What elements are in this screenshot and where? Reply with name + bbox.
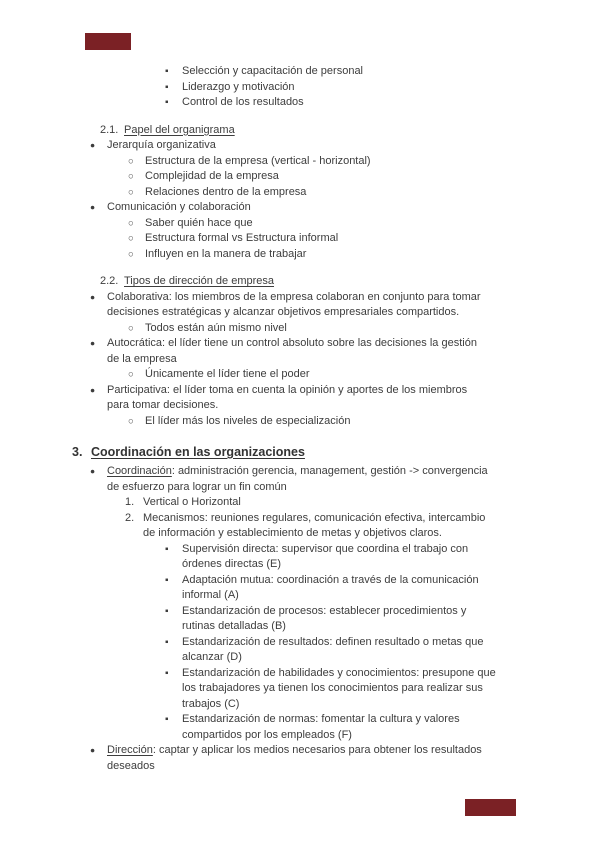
section-title: Tipos de dirección de empresa	[124, 275, 275, 287]
document-content	[0, 64, 600, 774]
bullet-square-icon: ▪	[165, 667, 169, 679]
list-item-text: Autocrática: el líder tiene un control absoluto sobre las decisiones la gestión de la empresa	[107, 337, 477, 365]
list-item-text: Estandarización de normas: fomentar la cultura y valores compartidos por los empleados (F)	[182, 713, 460, 741]
list-item	[165, 542, 600, 573]
list-item	[128, 154, 600, 170]
list-item-text: Jerarquía organizativa	[107, 139, 216, 151]
watermark-block-top	[85, 33, 131, 50]
list-item-text: Mecanismos: reuniones regulares, comunicación efectiva, intercambio de información y establecimiento de metas y objetivos claros.	[143, 511, 486, 539]
list-item	[90, 138, 600, 154]
list-item-text: El líder más los niveles de especialización	[145, 414, 351, 427]
term-direccion: Dirección	[107, 744, 153, 756]
list-item-text: Control de los resultados	[182, 96, 304, 108]
bullet-square-icon: ▪	[165, 543, 169, 555]
bullet-square-icon: ▪	[165, 574, 169, 586]
list-item	[90, 290, 600, 321]
list-item	[128, 321, 600, 337]
bullet-circle-icon: ○	[128, 217, 134, 229]
list-item-text: Participativa: el líder toma en cuenta la opinión y aportes de los miembros para tomar decisiones.	[107, 383, 468, 411]
list-item-text: Saber quién hace que	[145, 216, 253, 229]
list-item	[128, 216, 600, 232]
section-number: 2.2.	[100, 275, 119, 287]
list-item-text: Selección y capacitación de personal	[182, 65, 364, 77]
bullet-disc-icon: ●	[90, 338, 96, 348]
list-number: 1.	[125, 496, 135, 508]
bullet-disc-icon: ●	[90, 745, 96, 755]
list-item-text: Estructura formal vs Estructura informal	[145, 232, 339, 244]
list-item	[128, 169, 600, 185]
section-number: 2.1.	[100, 123, 119, 136]
list-item	[128, 247, 600, 263]
bullet-disc-icon: ●	[90, 466, 96, 476]
list-item-text: Estandarización de procesos: establecer procedimientos y rutinas detalladas (B)	[182, 604, 467, 632]
section-title: Papel del organigrama	[124, 123, 235, 136]
list-item-text: Únicamente el líder tiene el poder	[145, 368, 310, 380]
bullet-square-icon: ▪	[165, 81, 169, 93]
section-heading-2-1	[100, 123, 600, 139]
list-item	[165, 95, 600, 111]
list-item-text: Colaborativa: los miembros de la empresa colaboran en conjunto para tomar decisiones estratégicas y alcanzar objetivos empresariales compartidos.	[107, 290, 481, 318]
bullet-square-icon: ▪	[165, 97, 169, 108]
bullet-disc-icon: ●	[90, 140, 96, 150]
section-number: 3.	[72, 445, 83, 459]
bullet-disc-icon: ●	[90, 384, 96, 395]
list-item-text: Vertical o Horizontal	[143, 496, 241, 508]
list-item-text: Estandarización de resultados: definen resultado o metas que alcanzar (D)	[182, 635, 484, 663]
list-item	[90, 336, 600, 367]
bullet-circle-icon: ○	[128, 186, 134, 198]
list-item-text: Todos están aún mismo nivel	[145, 321, 287, 334]
list-item-text	[107, 464, 489, 495]
list-item	[90, 743, 600, 774]
list-item	[165, 712, 600, 743]
list-item-text: Supervisión directa: supervisor que coordina el trabajo con órdenes directas (E)	[182, 542, 469, 570]
section-heading-2-2	[100, 274, 600, 290]
bullet-square-icon: ▪	[165, 636, 169, 648]
list-item	[128, 367, 600, 383]
list-item	[165, 666, 600, 713]
watermark-block-bottom	[465, 799, 516, 816]
list-item	[125, 495, 600, 511]
list-item-text: Relaciones dentro de la empresa	[145, 185, 307, 198]
term-definition: : administración gerencia, management, gestión -> convergencia de esfuerzo para lograr un fin común	[107, 465, 488, 493]
bullet-square-icon: ▪	[165, 66, 169, 77]
list-item	[125, 511, 600, 542]
bullet-disc-icon: ●	[90, 291, 96, 302]
bullet-disc-icon: ●	[90, 202, 96, 212]
bullet-circle-icon: ○	[128, 322, 134, 334]
list-item-text: Adaptación mutua: coordinación a través de la comunicación informal (A)	[182, 573, 479, 601]
bullet-circle-icon: ○	[128, 233, 134, 244]
list-number: 2.	[125, 511, 135, 524]
list-item	[90, 383, 600, 414]
bullet-circle-icon: ○	[128, 171, 134, 182]
list-item	[128, 414, 600, 430]
list-item-text: Comunicación y colaboración	[107, 201, 251, 213]
list-item-text	[107, 743, 489, 774]
list-item-text: Estandarización de habilidades y conocimientos: presupone que los trabajadores ya tienen los conocimientos para realizar sus trabajos (C)	[182, 666, 496, 710]
list-item-text: Liderazgo y motivación	[182, 80, 295, 93]
list-item	[165, 604, 600, 635]
bullet-square-icon: ▪	[165, 605, 169, 617]
list-item-text: Influyen en la manera de trabajar	[145, 247, 307, 260]
bullet-circle-icon: ○	[128, 155, 134, 167]
list-item-text: Complejidad de la empresa	[145, 170, 279, 182]
term-coordinacion: Coordinación	[107, 465, 172, 477]
list-item	[165, 64, 600, 80]
list-item	[165, 573, 600, 604]
list-item	[128, 231, 600, 247]
list-item	[90, 464, 600, 495]
section-title: Coordinación en las organizaciones	[91, 445, 305, 459]
bullet-square-icon: ▪	[165, 714, 169, 725]
bullet-circle-icon: ○	[128, 248, 134, 260]
section-heading-3	[72, 444, 600, 461]
term-definition: : captar y aplicar los medios necesarios para obtener los resultados deseados	[107, 744, 482, 772]
list-item	[90, 200, 600, 216]
bullet-circle-icon: ○	[128, 369, 134, 380]
list-item-text: Estructura de la empresa (vertical - horizontal)	[145, 154, 371, 167]
list-item	[128, 185, 600, 201]
bullet-circle-icon: ○	[128, 415, 134, 427]
list-item	[165, 80, 600, 96]
list-item	[165, 635, 600, 666]
